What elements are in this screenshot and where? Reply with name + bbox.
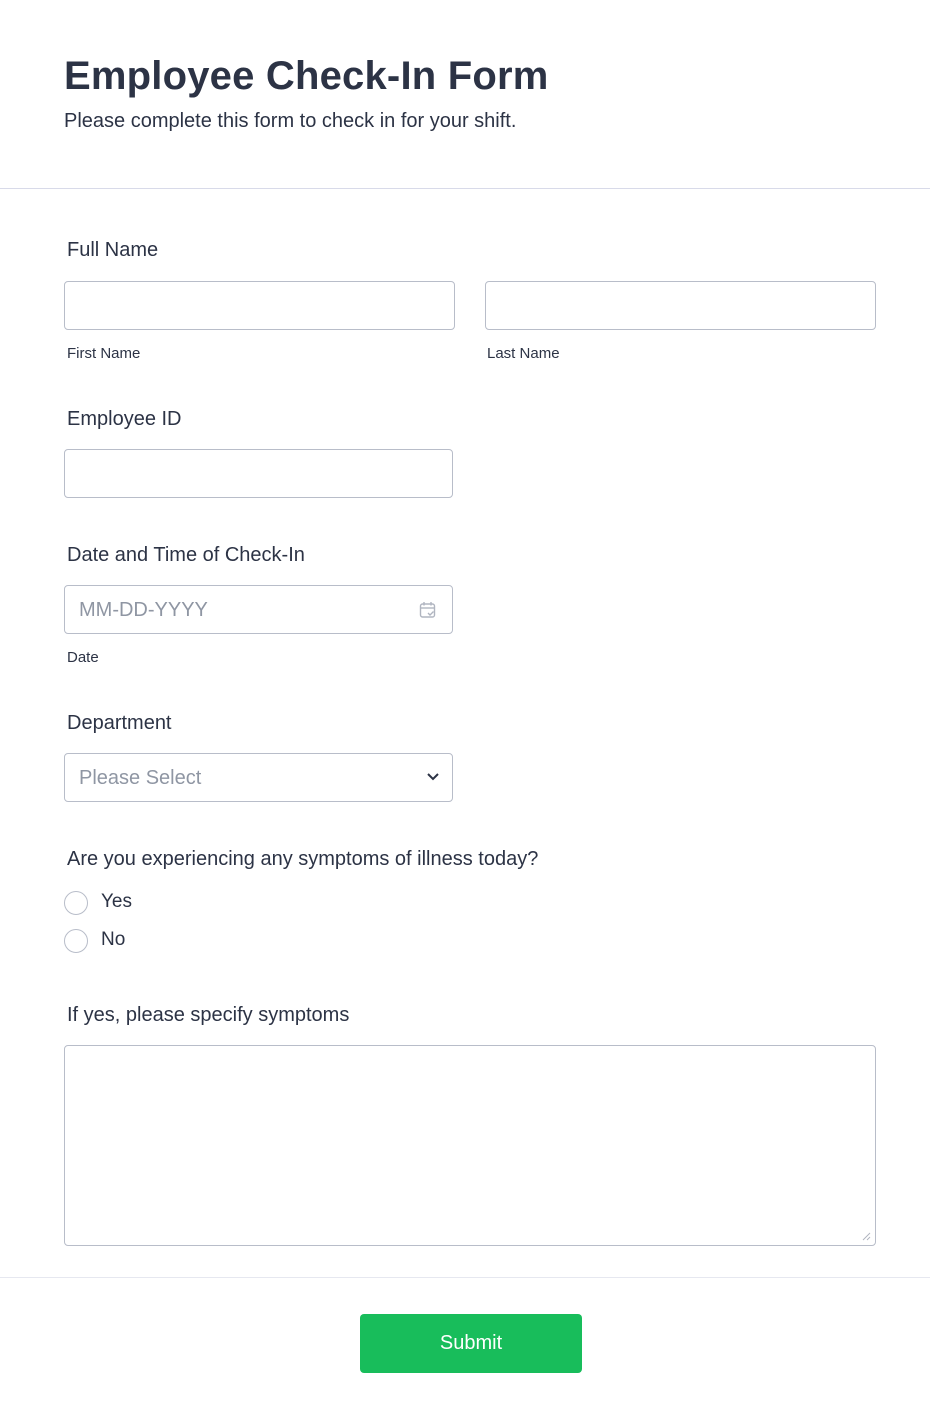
first-name-input[interactable] xyxy=(64,281,455,330)
radio-no-label[interactable]: No xyxy=(101,929,126,950)
radio-yes-label[interactable]: Yes xyxy=(101,891,132,912)
department-select[interactable] xyxy=(64,753,453,802)
date-sublabel: Date xyxy=(67,649,99,666)
last-name-input[interactable] xyxy=(485,281,876,330)
date-placeholder: MM-DD-YYYY xyxy=(79,599,208,621)
page-subtitle: Please complete this form to check in for your shift. xyxy=(64,110,517,132)
resize-handle-icon[interactable] xyxy=(862,1232,871,1241)
first-name-sublabel: First Name xyxy=(67,345,141,362)
symptoms-textarea[interactable] xyxy=(64,1045,876,1246)
page-title: Employee Check-In Form xyxy=(64,54,549,98)
footer-divider xyxy=(0,1277,930,1278)
employee-id-label: Employee ID xyxy=(67,408,182,430)
department-placeholder: Please Select xyxy=(79,767,202,789)
submit-button[interactable]: Submit xyxy=(360,1314,582,1373)
full-name-label: Full Name xyxy=(67,239,159,261)
radio-yes[interactable] xyxy=(64,891,88,915)
calendar-icon[interactable] xyxy=(418,600,438,620)
department-label: Department xyxy=(67,712,172,734)
chevron-down-icon xyxy=(426,772,440,782)
date-input[interactable] xyxy=(64,585,453,634)
employee-id-input[interactable] xyxy=(64,449,453,498)
header-divider xyxy=(0,188,930,189)
checkin-date-label: Date and Time of Check-In xyxy=(67,544,305,566)
symptoms-question-label: Are you experiencing any symptoms of illness today? xyxy=(67,848,539,870)
radio-no[interactable] xyxy=(64,929,88,953)
symptoms-detail-label: If yes, please specify symptoms xyxy=(67,1004,350,1026)
last-name-sublabel: Last Name xyxy=(487,345,560,362)
